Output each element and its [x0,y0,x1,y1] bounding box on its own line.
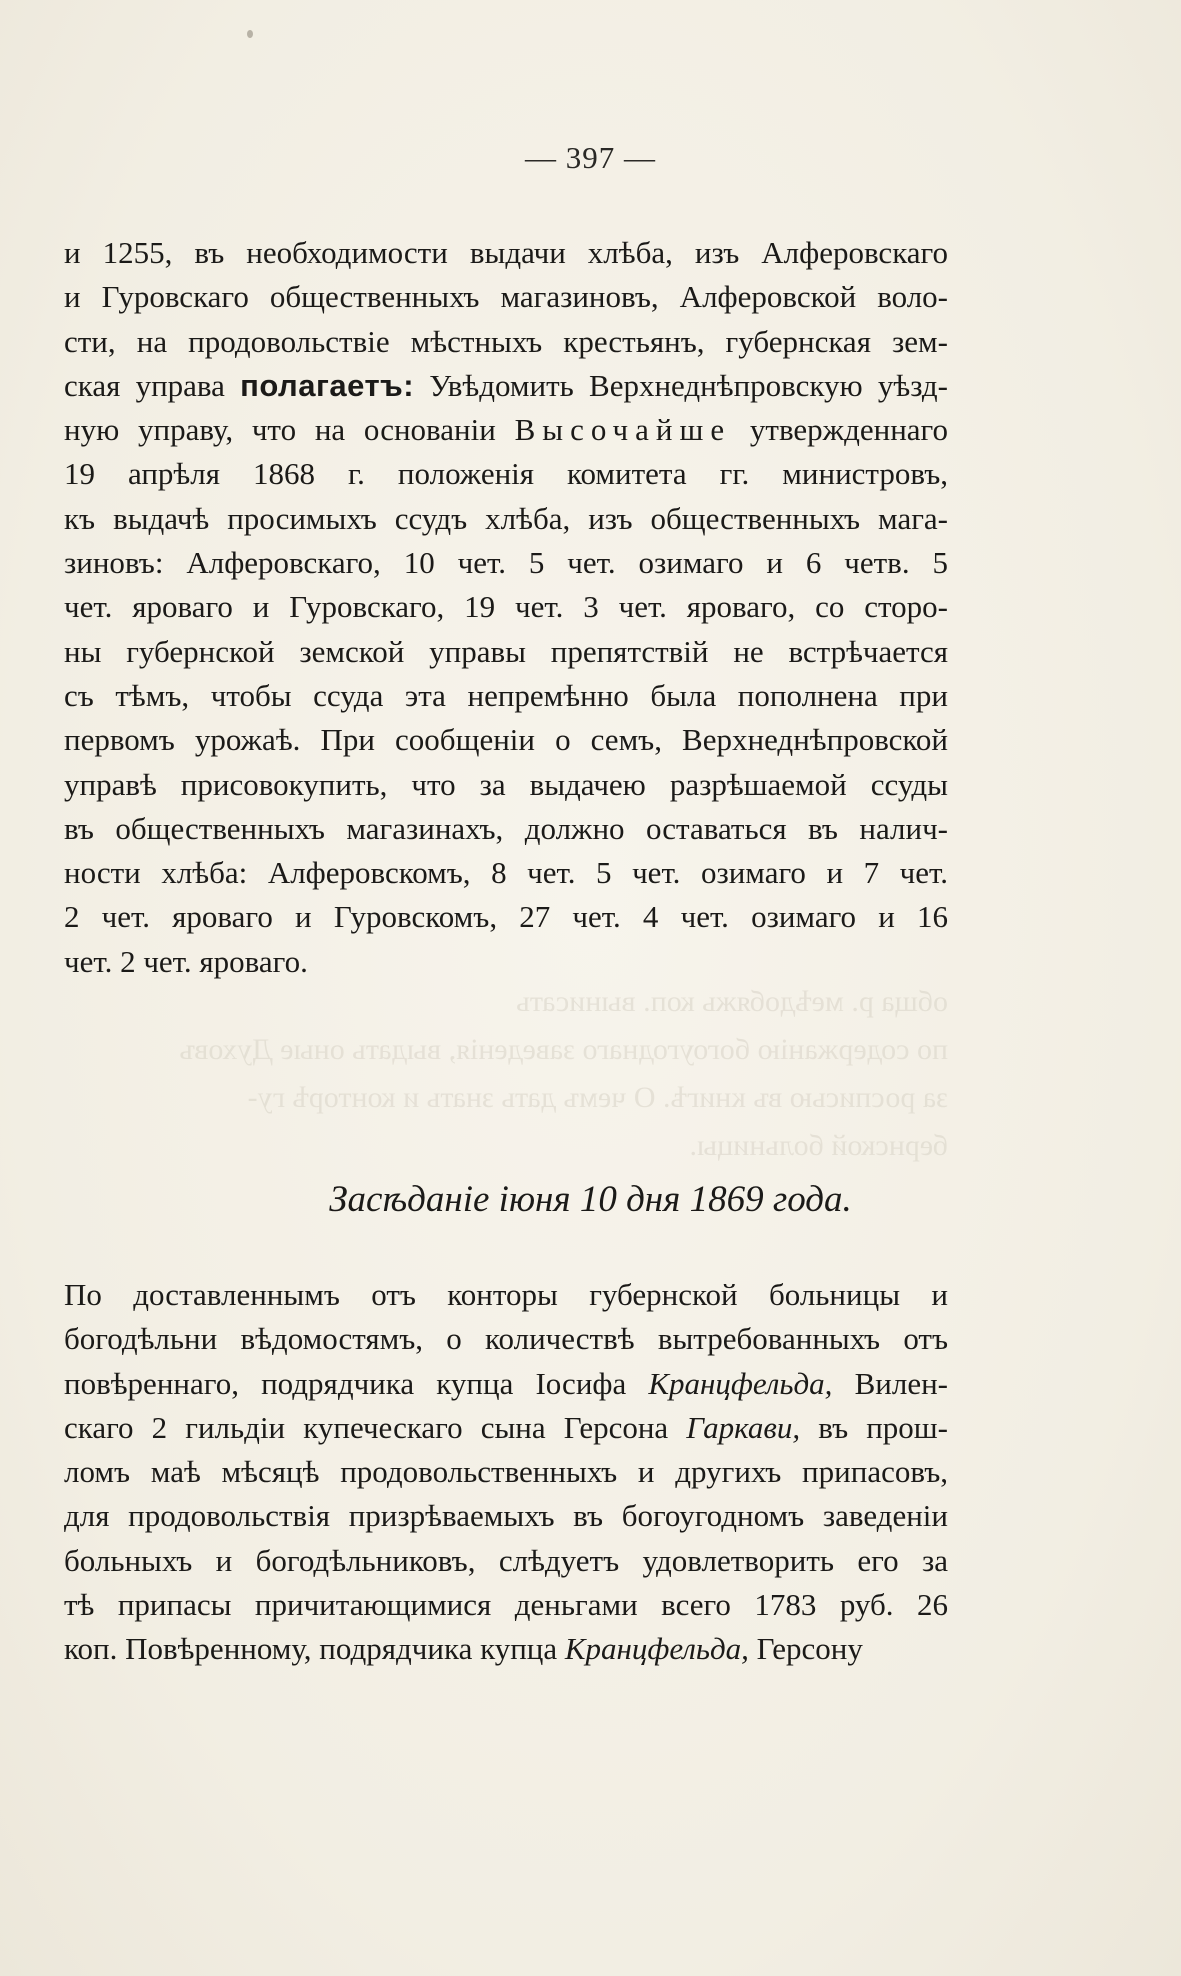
paragraph-session [64,1273,948,1672]
italic-name: Кранцфельда, [648,1365,833,1401]
text-line [64,1362,948,1406]
spaced-word: Высочайше [514,412,732,448]
session-heading: Засѣданіе іюня 10 дня 1869 года. [329,1179,852,1220]
text-run: ская управа [64,367,241,403]
paper-speck [247,30,253,38]
italic-name: Кранцфельда, [564,1631,749,1667]
text-run: повѣреннаго, подрядчика купца Іосифа [64,1365,649,1401]
text-line: чет. 2 чет. яроваго. [64,943,308,979]
text-line: къ выдачѣ просимыхъ ссудъ хлѣба, изъ общественныхъ мага- [64,500,948,536]
bleed-through-line: за росписью въ книгѣ. О чемъ дать знать и конторѣ гу- [247,1081,948,1114]
text-run: утвержденнаго [731,412,948,448]
text-line: 2 чет. яроваго и Гуровскомъ, 27 чет. 4 чет. озимаго и 16 [64,899,948,935]
text-run: скаго 2 гильдіи купеческаго сына Герсона [64,1409,687,1445]
text-run: въ прош- [800,1409,948,1445]
text-line: ности хлѣба: Алферовскомъ, 8 чет. 5 чет. озимаго и 7 чет. [64,855,948,891]
text-line: первомъ урожаѣ. При сообщеніи о семъ, Верхнеднѣпровской [64,722,948,758]
text-line: ломъ маѣ мѣсяцѣ продовольственныхъ и другихъ припасовъ, [64,1454,948,1490]
text-line: сти, на продовольствіе мѣстныхъ крестьянъ, губернская зем- [64,323,948,359]
text-run: коп. Повѣренному, подрядчика купца [64,1631,565,1667]
text-run: ную управу, что на основаніи [64,412,515,448]
text-line: больныхъ и богодѣльниковъ, слѣдуетъ удовлетворить его за [64,1542,948,1578]
text-run: Герсону [748,1631,863,1667]
text-line: съ тѣмъ, чтобы ссуда эта непремѣнно была пополнена при [64,677,948,713]
text-line: богодѣльни вѣдомостямъ, о количествѣ вытребованныхъ отъ [64,1321,948,1357]
text-line: зиновъ: Алферовскаго, 10 чет. 5 чет. озимаго и 6 четв. 5 [64,545,948,581]
text-line: тѣ припасы причитающимися деньгами всего 1783 руб. 26 [64,1587,948,1623]
text-line: и 1255, въ необходимости выдачи хлѣба, изъ Алферовскаго [64,235,948,270]
text-line [64,364,948,408]
text-line: въ общественныхъ магазинахъ, должно оставаться въ налич- [64,810,948,846]
page-number: — 397 — [525,140,656,175]
text-run: Увѣдомить Верхнеднѣпровскую уѣзд- [414,367,948,403]
text-line: и Гуровскаго общественныхъ магазиновъ, Алферовской воло- [64,279,948,315]
italic-name: Гаркави, [686,1409,801,1445]
text-line [64,408,948,452]
text-line: ны губернской земской управы препятствій не встрѣчается [64,633,948,669]
text-line: По доставленнымъ отъ конторы губернской больницы и [64,1277,948,1312]
bold-keyword: полагаетъ: [240,367,415,403]
text-line [64,1406,948,1450]
paragraph-resolution [64,231,948,984]
text-line: управѣ присовокупить, что за выдачею разрѣшаемой ссуды [64,766,948,802]
text-line: чет. яроваго и Гуровскаго, 19 чет. 3 чет. яроваго, со сторо- [64,589,948,625]
text-line: 19 апрѣля 1868 г. положенія комитета гг. министровъ, [64,456,948,492]
bleed-through-line: бернской больницы. [689,1129,948,1162]
bleed-through-text [64,978,948,1170]
text-run: Вилен- [832,1365,948,1401]
bleed-through-line: по содержанію богоугоднаго заведенія, выдать оные Духовъ [179,1033,948,1066]
text-line: для продовольствія призрѣваемыхъ въ богоугодномъ заведеніи [64,1498,948,1534]
text-line [64,1627,948,1671]
bleed-through-line: обща р. меѣдобяжь коп. вынисать [516,985,948,1018]
